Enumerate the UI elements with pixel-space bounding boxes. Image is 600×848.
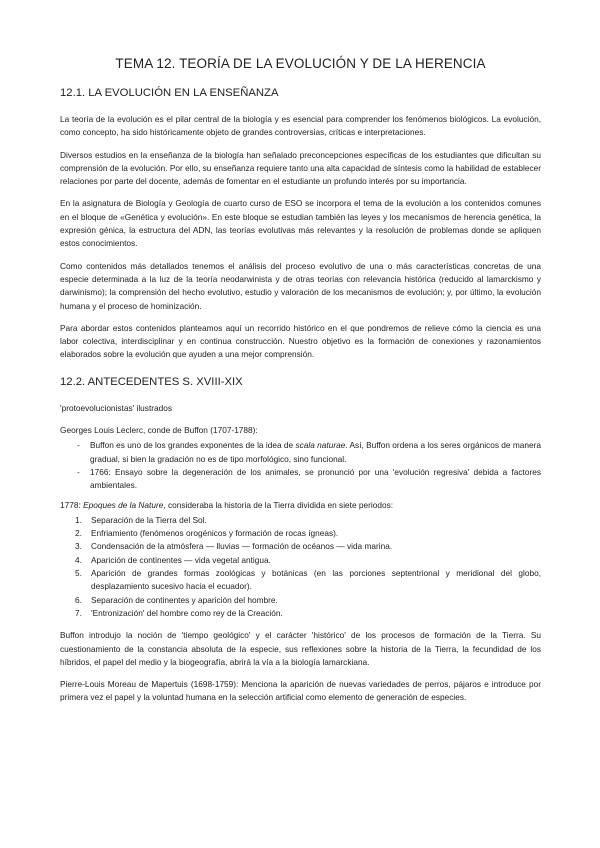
section-heading-2: 12.2. ANTECEDENTES S. XVIII-XIX: [60, 375, 243, 388]
periods-list: [60, 514, 541, 620]
list-item: [75, 540, 541, 553]
list-number: 5.: [75, 568, 82, 579]
list-number: 3.: [75, 541, 82, 552]
list-item-emphasis: scala naturae: [295, 440, 346, 451]
subheading: 'protoevolucionistas' ilustrados: [60, 402, 173, 413]
paragraph: La teoría de la evolución es el pilar central de la biología y es esencial para comprender los fenómenos biológicos. La evolución, como concepto, ha sido históricamente objeto de grandes controversias, críticas e interpretaciones.: [60, 114, 541, 138]
list-item: [75, 514, 541, 527]
list-item-text: Condensación de la atmósfera — lluvias — formación de océanos — vida marina.: [91, 541, 393, 552]
list-item-text: Separación de continentes y aparición del hombre.: [91, 594, 278, 605]
list-number: 6.: [75, 594, 82, 605]
dash-bullet: -: [77, 440, 80, 451]
list-item-text: Buffon es uno de los grandes exponentes de la idea de: [90, 440, 296, 451]
list-item: [75, 527, 541, 540]
list-item: [75, 554, 541, 567]
buffon-points-list: [60, 439, 541, 492]
list-number: 7.: [75, 607, 82, 618]
epoques-text: , consideraba la historia de la Tierra dividida en siete periodos:: [163, 499, 394, 510]
list-item-text: Aparición de grandes formas zoológicas y botánicas (en las porciones septentrional y meridional del globo, desplazamiento sucesivo hacia el ecuador).: [91, 568, 541, 592]
list-item-text-after: . Así, Buffon ordena a los seres orgánicos de manera gradual, si bien la gradación no es de tipo morfológico, sino funcional.: [90, 440, 542, 464]
maupertuis-paragraph: Pierre-Louis Moreau de Mapertuis (1698-1759): Menciona la aparición de nuevas variedades de perros, pájaros e introduce por primera vez el papel y la voluntad humana en la selección artificial como elemento de generación de especies.: [60, 679, 541, 703]
epoques-title: Epoques de la Nature: [83, 499, 164, 510]
list-item: [75, 594, 541, 607]
paragraph: Para abordar estos contenidos planteamos aquí un recorrido histórico en el que pondremos de relieve cómo la ciencia es una labor colectiva, interdisciplinar y en continua construcción. Nuestro objetivo es la formación de conexiones y razonamientos elaborados sobre la evolución que ayuden a una mejor comprensión.: [60, 322, 541, 360]
epoques-year: 1778:: [60, 499, 84, 510]
list-number: 1.: [75, 514, 82, 525]
list-item: [77, 466, 541, 493]
list-item-text: 1766: Ensayo sobre la degeneración de los animales, se pronunció por una 'evolución regresiva' debida a factores ambientales.: [90, 466, 541, 491]
buffon-summary: Buffon introdujo la noción de 'tiempo geológico' y el carácter 'histórico' de los procesos de formación de la Tierra. Su cuestionamiento de la constancia absoluta de la especie, sus reflexiones sobre la historia de la Tierra, la fecundidad de los híbridos, el papel del medio y la biogeografía, abrirá la vía a la biología lamarckiana.: [60, 630, 541, 667]
paragraph: Diversos estudios en la enseñanza de la biología han señalado preconcepciones específicas de los estudiantes que dificultan su comprensión de la evolución. Por ello, su enseñanza requiere tanto una alta capacidad de síntesis como la habilidad de establecer relaciones por parte del docente, además de fomentar en el estudiante un profundo interés por su importancia.: [60, 149, 541, 187]
list-item: [77, 439, 542, 466]
buffon-intro: Georges Louis Leclerc, conde de Buffon (1707-1788):: [60, 425, 258, 436]
epoques-paragraph: [60, 499, 541, 512]
list-number: 4.: [75, 554, 82, 565]
list-number: 2.: [75, 528, 82, 539]
list-item: [75, 567, 541, 594]
list-item-text: 'Entronización' del hombre como rey de la Creación.: [91, 607, 283, 618]
paragraph: En la asignatura de Biología y Geología de cuarto curso de ESO se incorpora el tema de la evolución a los contenidos comunes en el bloque de «Genética y evolución». En este bloque se estudian también las leyes y los mecanismos de herencia genética, la expresión génica, la estructura del ADN, las teorías evolutivas más relevantes y la resolución de problemas donde se apliquen estos conocimientos.: [60, 198, 541, 249]
list-item-text: Aparición de continentes — vida vegetal antigua.: [91, 554, 271, 565]
list-item: [75, 607, 541, 620]
list-item-text: Separación de la Tierra del Sol.: [91, 514, 207, 525]
section-heading-1: 12.1. LA EVOLUCIÓN EN LA ENSEÑANZA: [60, 87, 279, 99]
list-item-text: Enfriamiento (fenómenos orogénicos y formación de rocas ígneas).: [91, 528, 339, 539]
dash-bullet: -: [77, 466, 80, 477]
page-title: TEMA 12. TEORÍA DE LA EVOLUCIÓN Y DE LA HERENCIA: [115, 56, 486, 71]
paragraph: Como contenidos más detallados tenemos el análisis del proceso evolutivo de una o más características concretas de una especie determinada a la luz de la teoría neodarwinista y de otras teorías con relevancia histórica (reducido al lamarckismo y darwinismo); la comprensión del hecho evolutivo, estudio y valoración de los mecanismos de evolución; y, por último, la evolución humana y el proceso de hominización.: [60, 260, 541, 311]
